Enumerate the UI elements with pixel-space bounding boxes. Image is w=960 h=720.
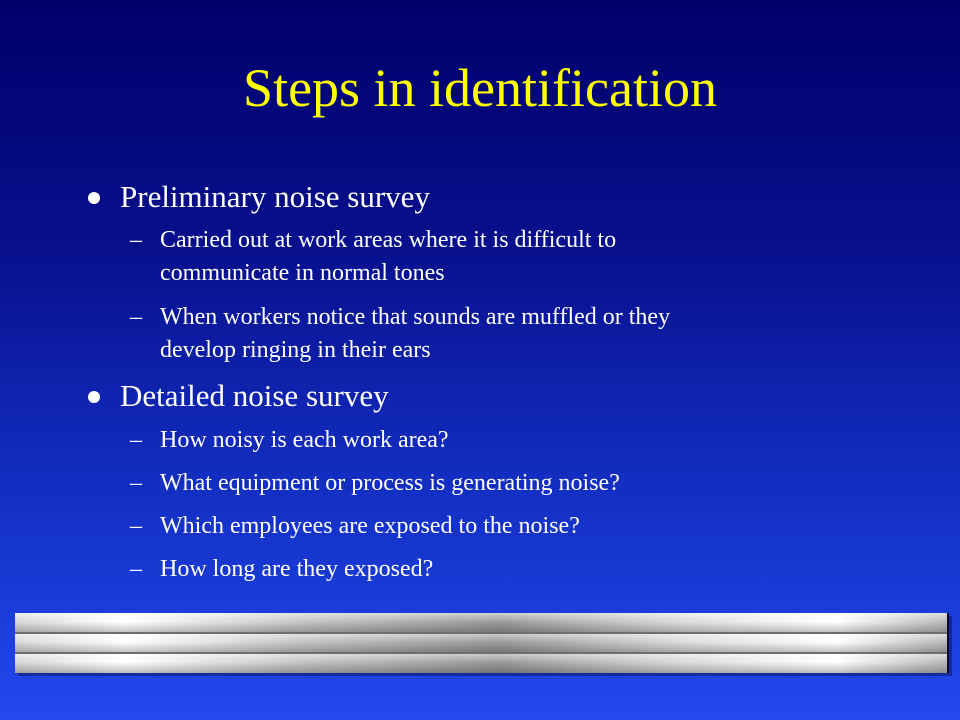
- sub-bullet-line: Which employees are exposed to the noise?: [160, 513, 580, 539]
- dash-marker: –: [130, 556, 142, 582]
- sub-bullet-text: [160, 224, 616, 290]
- decorative-metal-bars: [15, 613, 949, 673]
- metal-bar: [15, 653, 947, 673]
- dash-marker: –: [130, 470, 142, 496]
- sub-bullet-text: [160, 553, 433, 586]
- dash-marker: –: [130, 427, 142, 453]
- bar-divider: [15, 632, 947, 634]
- dash-marker: –: [130, 227, 142, 253]
- sub-bullet-text: [160, 301, 670, 367]
- sub-bullet-line: How noisy is each work area?: [160, 427, 449, 453]
- sub-bullet-text: [160, 510, 580, 543]
- bar-divider: [15, 652, 947, 654]
- section-heading: Detailed noise survey: [120, 378, 389, 413]
- sub-bullet-text: [160, 467, 620, 500]
- metal-bar: [15, 613, 947, 633]
- dash-marker: –: [130, 304, 142, 330]
- sub-bullet-line: How long are they exposed?: [160, 556, 434, 582]
- sub-bullet-line: What equipment or process is generating noise?: [160, 470, 620, 496]
- dash-marker: –: [130, 513, 142, 539]
- bullet-dot-icon: [88, 391, 100, 403]
- sub-bullet-text: [160, 424, 449, 457]
- sub-bullet-line: When workers notice that sounds are muffled or they: [160, 304, 671, 330]
- sub-bullet-line: develop ringing in their ears: [160, 337, 431, 363]
- sub-bullet-line: communicate in normal tones: [160, 260, 445, 286]
- bullet-dot-icon: [88, 192, 100, 204]
- section-heading: Preliminary noise survey: [120, 179, 430, 214]
- metal-bar: [15, 633, 947, 653]
- sub-bullet-line: Carried out at work areas where it is difficult to: [160, 227, 617, 253]
- slide-title: Steps in identification: [243, 58, 717, 118]
